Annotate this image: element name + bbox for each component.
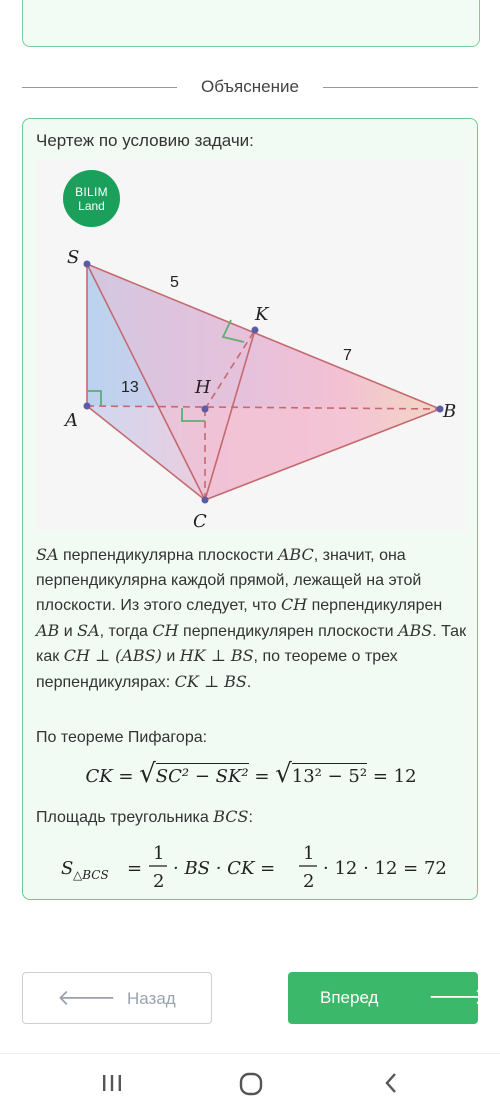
area-symbol: S [61, 858, 74, 879]
previous-card-edge [22, 0, 480, 47]
text: и [59, 622, 78, 640]
length-kb: 7 [343, 347, 352, 364]
label-a: A [65, 410, 78, 431]
home-icon[interactable] [238, 1071, 264, 1097]
explanation-paragraph-2: По теореме Пифагора: [36, 729, 208, 746]
text: перпендикулярна плоскости [58, 547, 278, 564]
back-button[interactable] [22, 972, 212, 1024]
point-c [202, 497, 209, 504]
label-c: C [193, 511, 207, 531]
area-subscript: △BCS [73, 868, 109, 882]
sqrt-sign-icon: √ [275, 759, 292, 789]
area-equals: = [127, 858, 143, 879]
explanation-heading: Чертеж по условию задачи: [36, 131, 254, 150]
formula-ck-result: = 12 [372, 766, 417, 787]
label-b: B [443, 401, 457, 422]
area-middle-terms: · BS · CK = [173, 858, 276, 879]
point-h [202, 406, 209, 413]
formula-ck-radicand-2: 13² − 5² [292, 763, 367, 787]
text: , значит, она перпендикулярна каждой прямой, лежащей на этой плоскости. Из этого следует, что [36, 547, 422, 614]
text: Площадь треугольника [36, 809, 214, 826]
text: : [248, 809, 253, 826]
area-result: · 12 · 12 = 72 [323, 858, 447, 879]
explanation-paragraph-1 [36, 543, 468, 695]
section-divider [22, 76, 478, 98]
bilimland-logo [63, 170, 120, 227]
back-nav-icon[interactable] [380, 1071, 404, 1095]
math-abs: ABS [397, 620, 433, 640]
fraction-denominator-2: 2 [303, 871, 315, 892]
math-ab: AB [36, 620, 60, 640]
math-sa: SA [77, 620, 100, 640]
math-ch-perp-abs: CH ⊥ (ABS) [63, 646, 162, 665]
length-sk: 5 [170, 274, 179, 291]
text: . Так как [36, 622, 467, 665]
fraction-numerator-2: 1 [303, 843, 315, 864]
fraction-denominator: 2 [153, 871, 165, 892]
formula-ck [23, 759, 479, 799]
text: и [161, 648, 180, 665]
math-ck-perp-bs: CK ⊥ BS [174, 671, 247, 691]
arrow-left-icon: 🡐 [57, 985, 116, 1010]
sqrt-sign-icon: √ [139, 759, 156, 789]
formula-area [23, 839, 479, 895]
length-sa: 13 [121, 379, 139, 396]
formula-ck-equals: = [254, 766, 270, 787]
math-ch: CH [152, 620, 179, 640]
divider-label-text: Объяснение [187, 77, 313, 96]
recent-apps-icon[interactable] [100, 1071, 124, 1095]
logo-line2: Land [78, 199, 105, 213]
math-bcs: BCS [213, 807, 249, 826]
label-k: K [255, 304, 269, 325]
math-ch: CH [280, 595, 308, 614]
logo-line1: BILIM [75, 185, 108, 199]
formula-ck-radicand-1: SC² − SK² [156, 763, 249, 787]
explanation-paragraph-3 [36, 805, 468, 831]
text: , по теореме о трех перпендикулярах: [36, 648, 398, 691]
math-hk-perp-bs: HK ⊥ BS [179, 646, 254, 665]
text: . [246, 673, 252, 691]
divider-label [22, 77, 478, 97]
explanation-card [22, 118, 478, 900]
point-a [84, 403, 91, 410]
back-button-label: Назад [127, 989, 176, 1008]
label-h: H [195, 377, 211, 398]
next-button-label: Вперед [320, 988, 379, 1007]
label-s: S [67, 247, 80, 268]
text: , тогда [99, 622, 153, 640]
arrow-right-icon: 🡒 [428, 984, 487, 1009]
math-sa: SA [36, 545, 59, 564]
formula-ck-lhs: CK = [85, 766, 134, 787]
system-nav-bar [0, 1053, 500, 1112]
math-abc: ABC [277, 545, 314, 564]
text: перпендикулярен плоскости [178, 622, 398, 640]
point-s [84, 261, 91, 268]
formula-area-svg [23, 839, 479, 895]
fraction-numerator: 1 [153, 843, 165, 864]
point-k [252, 327, 259, 334]
next-button[interactable] [288, 972, 487, 1024]
geometry-figure [35, 159, 467, 531]
text: перпендикулярен [307, 597, 443, 614]
